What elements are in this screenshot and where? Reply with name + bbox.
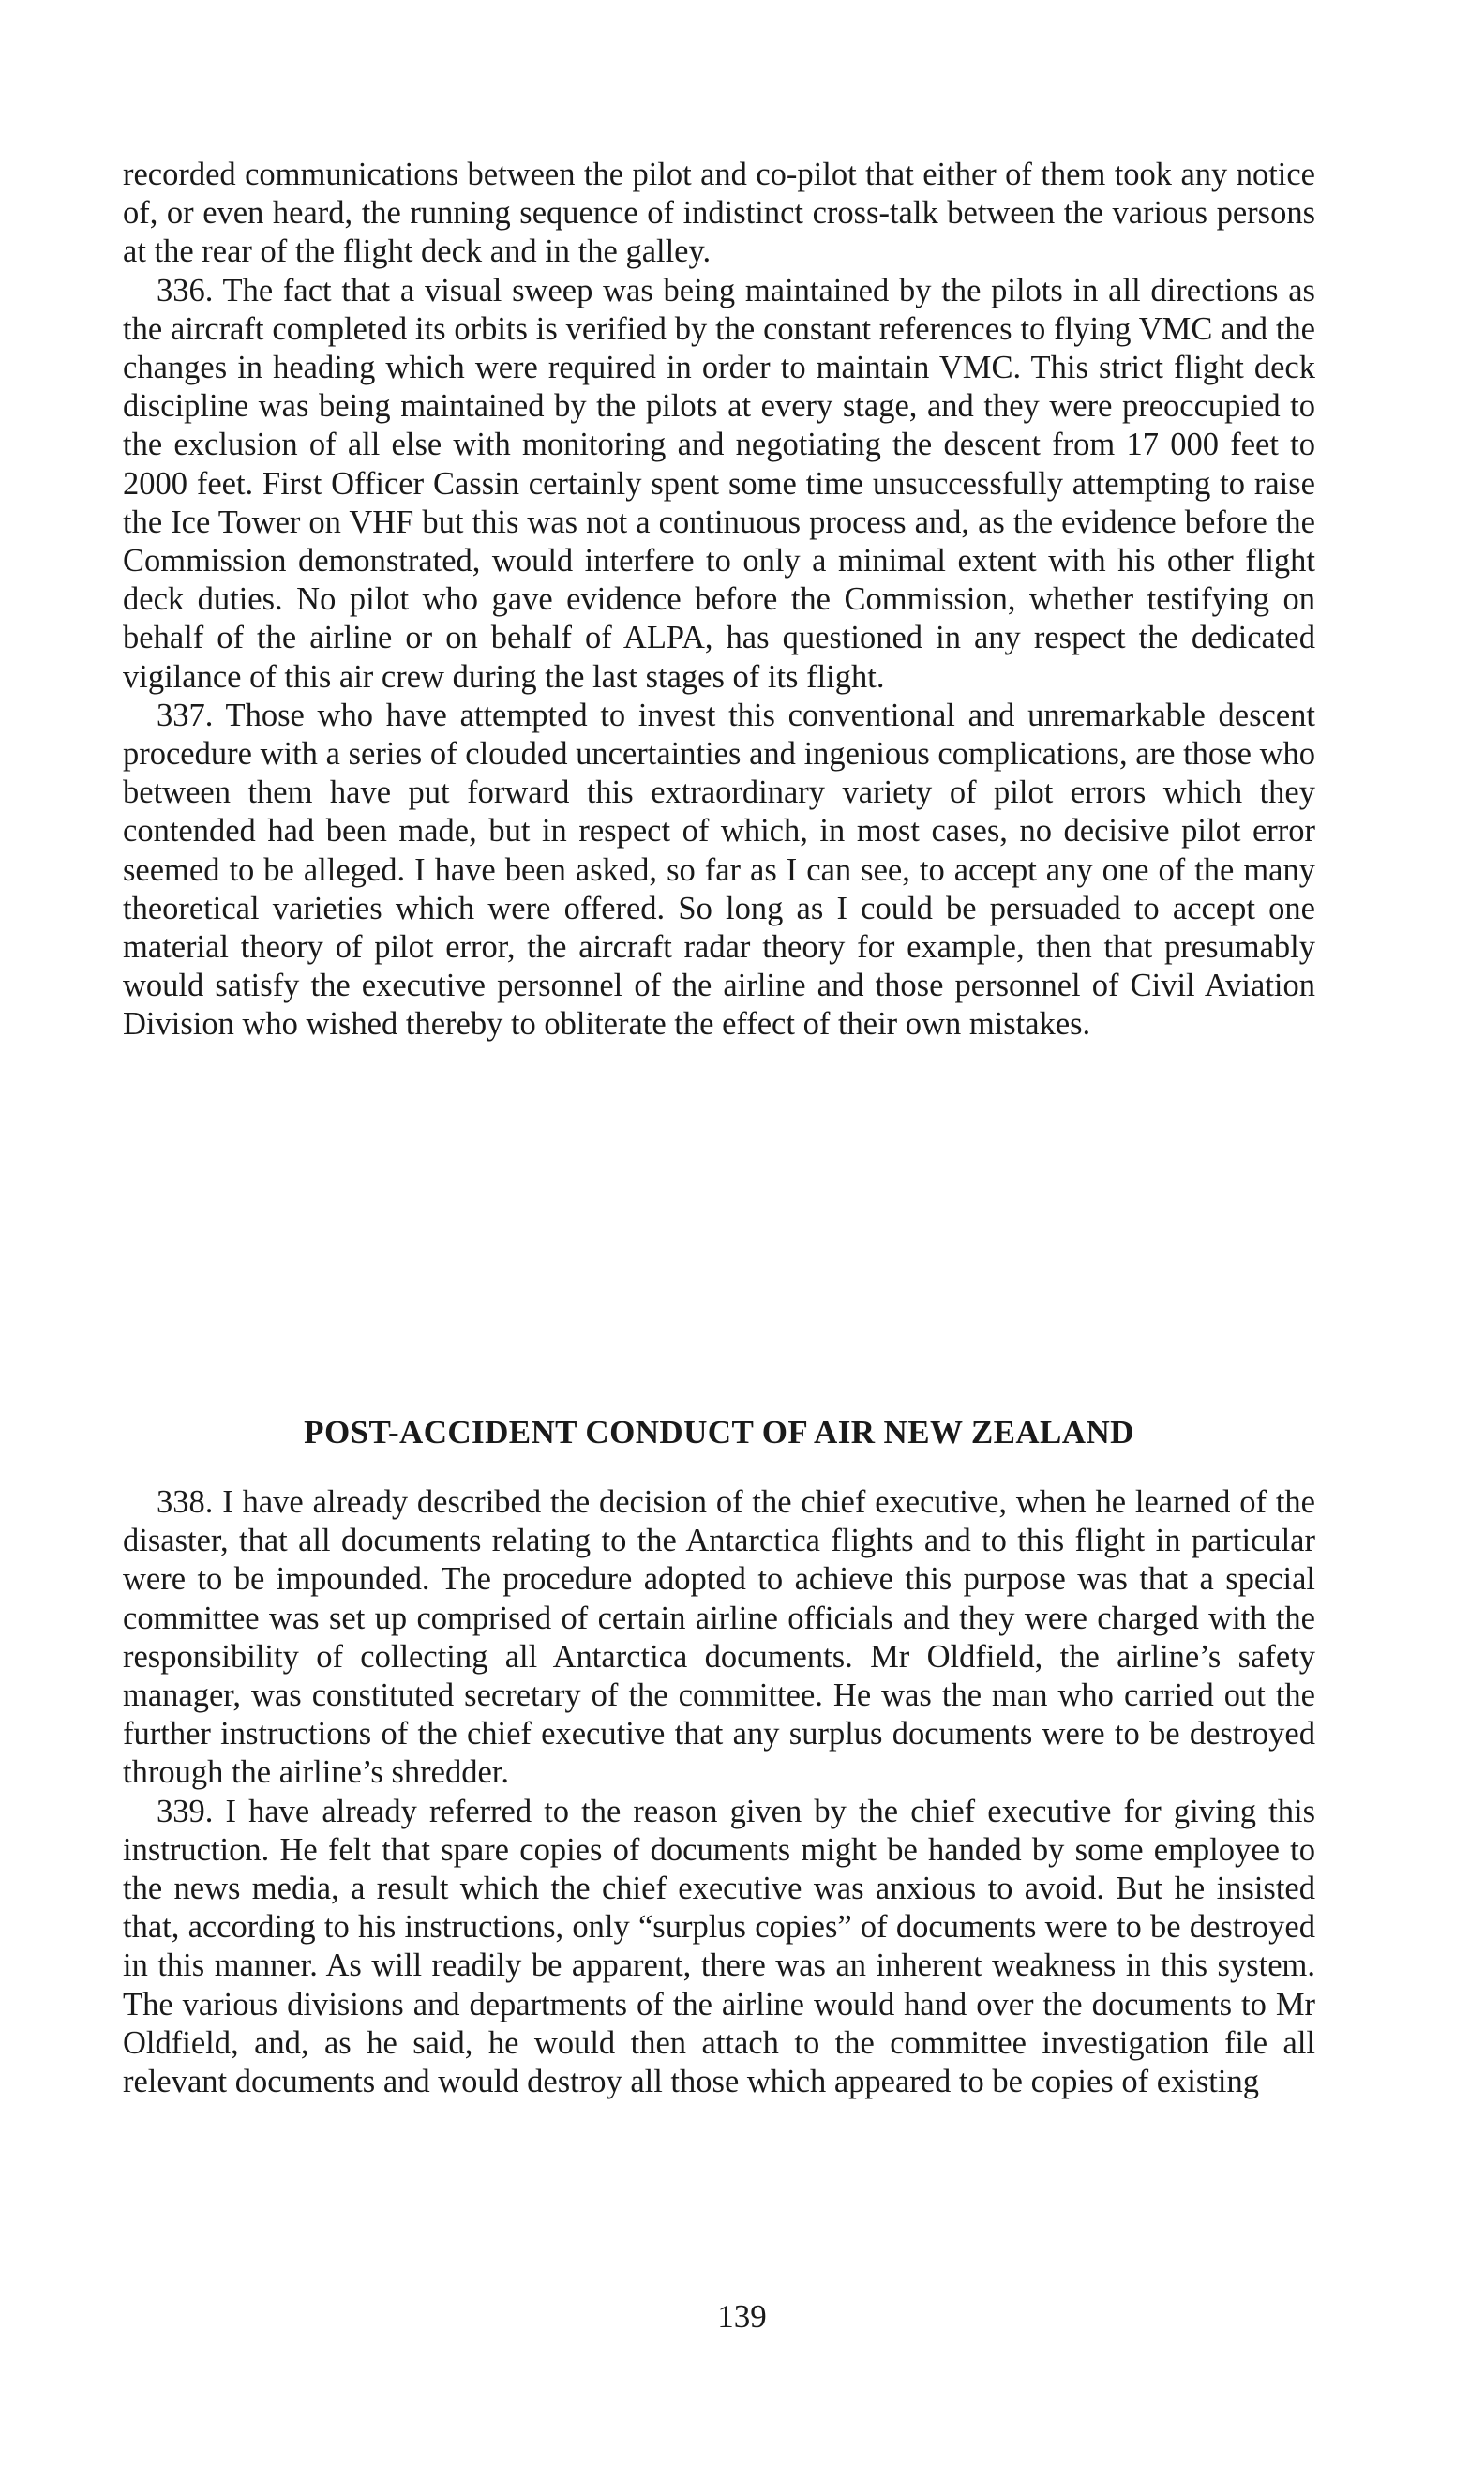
page-number: 139 bbox=[717, 2298, 767, 2335]
paragraph-337 bbox=[123, 697, 1315, 1045]
paragraph-339 bbox=[123, 1793, 1315, 2102]
paragraph-338 bbox=[123, 1483, 1315, 1793]
paragraph-number: 339. bbox=[157, 1793, 214, 1829]
body-text-upper bbox=[123, 156, 1315, 1045]
body-text-lower bbox=[123, 1483, 1315, 2101]
paragraph-text: I have already described the decision of the chief executive, when he learned of the disaster, that all documents relating to the Antarctica flights and to this flight in particular were to be impounded. The procedure adopted to achieve this purpose was that a special committee was set up comprised of certain airline officials and they were charged with the responsibility of collecting all Antarctica documents. Mr Oldfield, the airline’s safety manager, was constituted secretary of the committee. He was the man who carried out the further instructions of the chief executive that any surplus documents were to be destroyed through the airline’s shredder. bbox=[123, 1484, 1315, 1791]
section-heading: POST-ACCIDENT CONDUCT OF AIR NEW ZEALAND bbox=[304, 1414, 1134, 1451]
paragraph-continuation: recorded communications between the pilot and co-pilot that either of them took any notice of, or even heard, the running sequence of indistinct cross-talk between the various persons at the rear of the flight deck and in the galley. bbox=[123, 157, 1315, 270]
paragraph-text: I have already referred to the reason given by the chief executive for giving this instruction. He felt that spare copies of documents might be handed by some employee to the news media, a result which the chief executive was anxious to avoid. But he insisted that, according to his instructions, only “surplus copies” of documents were to be destroyed in this manner. As will readily be apparent, there was an inherent weakness in this system. The various divisions and departments of the airline would hand over the documents to Mr Oldfield, and, as he said, he would then attach to the committee investigation file all relevant documents and would destroy all those which appeared to be copies of existing bbox=[123, 1793, 1316, 2100]
paragraph-text: The fact that a visual sweep was being maintained by the pilots in all directions as the aircraft completed its orbits is verified by the constant references to flying VMC and the changes in heading which were required in order to maintain VMC. This strict flight deck discipline was being maintained by the pilots at every stage, and they were preoccupied to the exclusion of all else with monitoring and negotiating the descent from 17 000 feet to 2000 feet. First Officer Cassin certainly spent some time unsuccessfully attempting to raise the Ice Tower on VHF but this was not a continuous process and, as the evidence before the Commission demonstrated, would interfere to only a minimal extent with his other flight deck duties. No pilot who gave evidence before the Commission, whether testifying on behalf of the airline or on behalf of ALPA, has questioned in any respect the dedicated vigilance of this air crew during the last stages of its flight. bbox=[123, 272, 1315, 695]
paragraph-336 bbox=[123, 272, 1315, 697]
paragraph-number: 338. bbox=[157, 1484, 214, 1520]
paragraph-number: 337. bbox=[157, 697, 214, 733]
paragraph-number: 336. bbox=[157, 272, 214, 308]
paragraph-text: Those who have attempted to invest this conventional and unremarkable descent procedure with a series of clouded uncertainties and ingenious complications, are those who between them have put forward this extraordinary variety of pilot errors which they contended had been made, but in respect of which, in most cases, no decisive pilot error seemed to be alleged. I have been asked, so far as I can see, to accept any one of the many theoretical varieties which were offered. So long as I could be persuaded to accept one material theory of pilot error, the aircraft radar theory for example, then that presumably would satisfy the executive personnel of the airline and those personnel of Civil Aviation Division who wished thereby to obliterate the effect of their own mistakes. bbox=[123, 697, 1315, 1043]
